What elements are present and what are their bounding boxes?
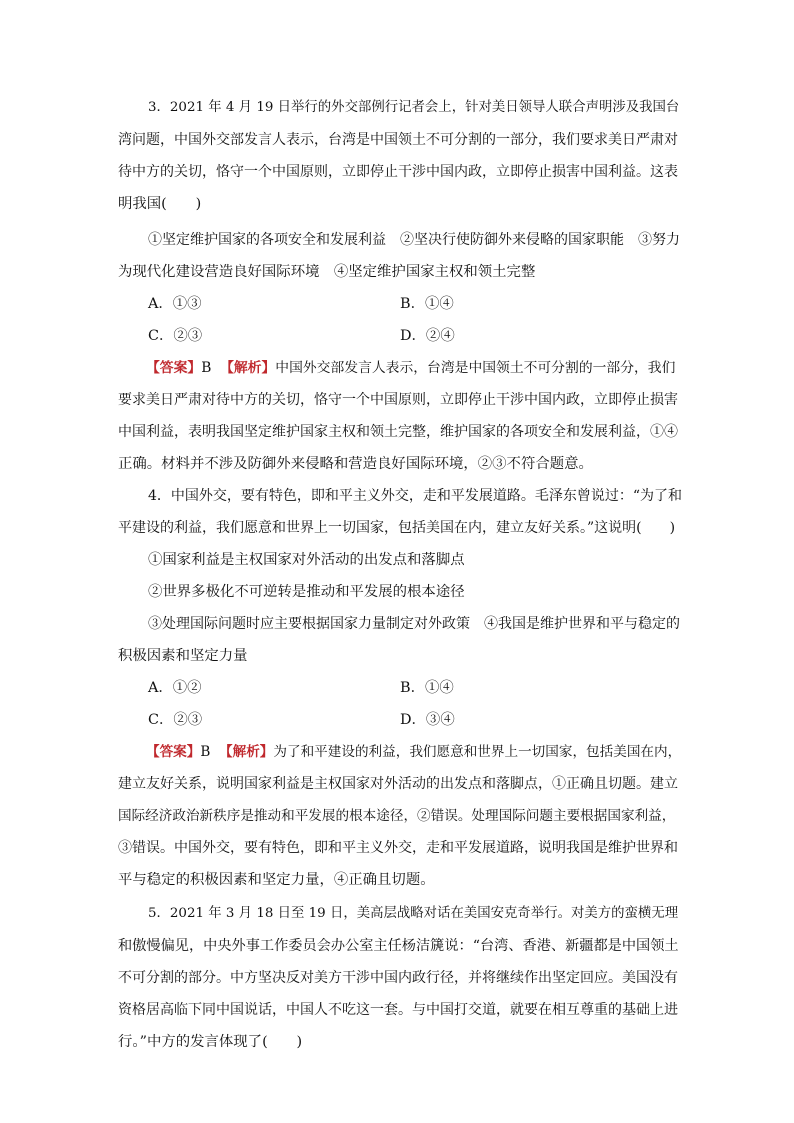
question-4-option-d: D．③④ [400,712,455,728]
answer-value: B [201,360,212,376]
question-4-option-a: A．①② [148,680,202,696]
question-4-analysis-line: 国际经济政治新秩序是推动和平发展的根本途径，②错误。处理国际问题主要根据国家利益， [118,808,676,824]
question-5-stem-line: 5．2021 年 3 月 18 日至 19 日，美高层战略对话在美国安克奇举行。对美方的蛮横无理 [148,906,679,921]
analysis-tag: 【解析】 [219,744,274,760]
question-4-analysis-line: ③错误。中国外交，要有特色，即和平主义外交，走和平发展道路，说明我国是维护世界和 [118,840,678,856]
question-3-stem-line: 待中方的关切，恪守一个中国原则，立即停止干涉中国内政，立即停止损害中国利益。这表 [118,164,678,180]
question-3-stem-line: 湾问题，中国外交部发言人表示，台湾是中国领土不可分割的一部分，我们要求美日严肃对 [118,132,678,148]
question-3-option-c: C．②③ [148,328,203,344]
question-5-stem-line: 资格居高临下同中国说话，中国人不吃这一套。与中国打交道，就要在相互尊重的基础上进 [118,1002,678,1018]
question-4-analysis-line: 建立友好关系，说明国家利益是主权国家对外活动的出发点和落脚点，①正确且切题。建立 [118,776,678,792]
question-3-answer-line [146,356,682,380]
question-3-analysis-line: 中国利益，表明我国坚定维护国家主权和领土完整，维护国家的各项安全和发展利益，①④ [118,424,678,440]
answer-value: B [200,744,211,760]
analysis-text: 为了和平建设的利益，我们愿意和世界上一切国家，包括美国在内， [273,744,682,760]
question-4-statement-line: ③处理国际问题时应主要根据国家力量制定对外政策 ④我国是维护世界和平与稳定的 [148,616,680,632]
answer-tag: 【答案】 [146,744,201,760]
question-4-stem-line: 平建设的利益，我们愿意和世界上一切国家，包括美国在内，建立友好关系。”这说明( ) [118,520,676,536]
question-3-statement-line: ①坚定维护国家的各项安全和发展利益 ②坚决行使防御外来侵略的国家职能 ③努力 [148,232,680,248]
question-4-stem-line: 4．中国外交，要有特色，即和平主义外交，走和平发展道路。毛泽东曾说过：“为了和 [148,488,683,504]
answer-tag: 【答案】 [146,360,202,376]
question-3-stem-line: 3．2021 年 4 月 19 日举行的外交部例行记者会上，针对美日领导人联合声明涉及我国台 [148,100,680,115]
question-4-statement-line: ②世界多极化不可逆转是推动和平发展的根本途径 [148,584,465,600]
question-4-statement-line: 积极因素和坚定力量 [118,648,248,664]
question-3-statement-line: 为现代化建设营造良好国际环境 ④坚定维护国家主权和领土完整 [118,264,536,280]
question-3-analysis-line: 正确。材料并不涉及防御外来侵略和营造良好国际环境，②③不符合题意。 [118,456,593,472]
analysis-tag: 【解析】 [220,360,276,376]
question-3-option-a: A．①③ [148,296,202,312]
question-4-option-b: B．①④ [400,680,454,696]
question-3-stem-line: 明我国( ) [118,196,202,212]
question-5-stem-line: 和傲慢偏见，中央外事工作委员会办公室主任杨洁篪说：“台湾、香港、新疆都是中国领土 [118,938,679,954]
question-4-analysis-line: 平与稳定的积极因素和坚定力量，④正确且切题。 [118,872,435,888]
question-3-analysis-line: 要求美日严肃对待中方的关切，恪守一个中国原则，立即停止干涉中国内政，立即停止损害 [118,392,678,408]
question-4-statement-line: ①国家利益是主权国家对外活动的出发点和落脚点 [148,552,465,568]
question-5-stem-line: 行。”中方的发言体现了( ) [118,1034,303,1050]
question-3-option-b: B．①④ [400,296,454,312]
analysis-text: 中国外交部发言人表示，台湾是中国领土不可分割的一部分，我们 [275,360,676,376]
question-4-option-c: C．②③ [148,712,203,728]
question-5-stem-line: 不可分割的部分。中方坚决反对美方干涉中国内政行径，并将继续作出坚定回应。美国没有 [118,970,678,986]
question-3-option-d: D．②④ [400,328,455,344]
question-4-answer-line [146,740,682,764]
